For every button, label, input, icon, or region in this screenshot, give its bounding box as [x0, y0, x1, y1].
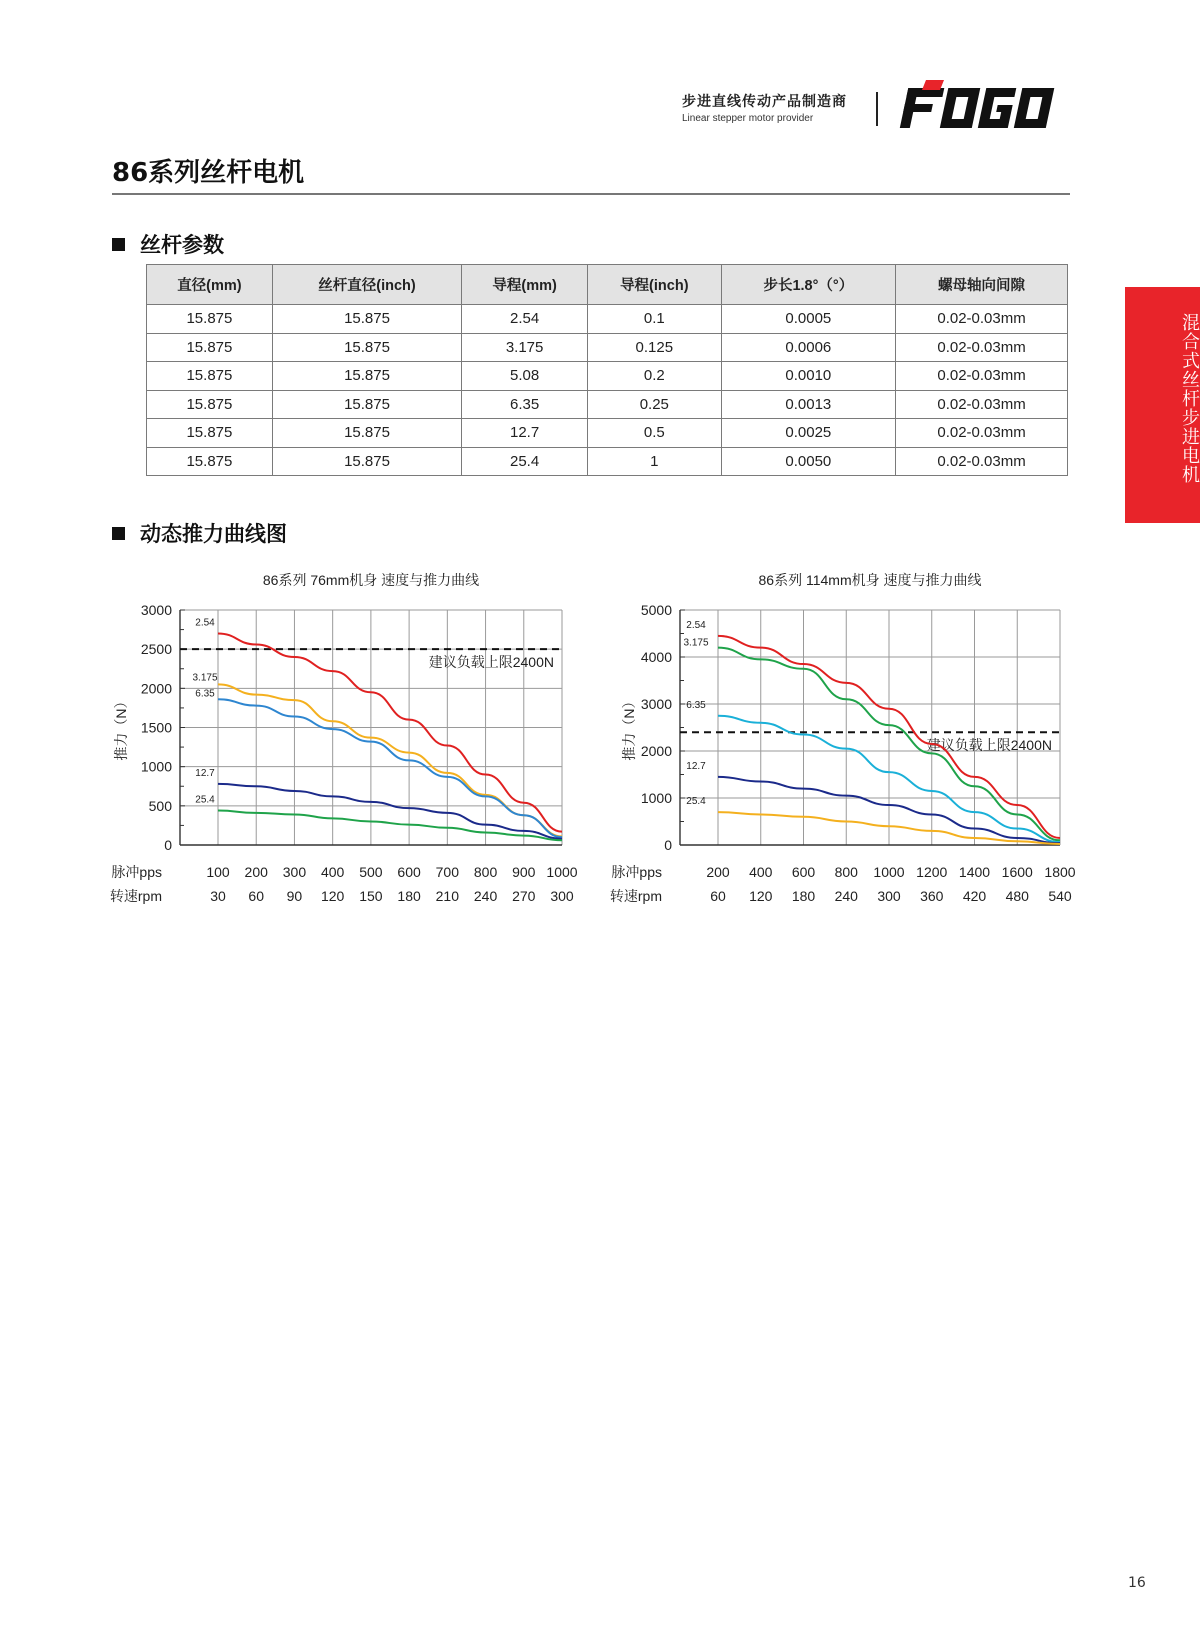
y-tick-label: 4000	[640, 649, 672, 665]
x2-tick-label: 180	[791, 888, 816, 904]
chart-title: 86系列 76mm机身 速度与推力曲线	[262, 572, 480, 588]
y-tick-label: 0	[664, 837, 672, 853]
table-cell: 15.875	[147, 305, 273, 334]
x-tick-label: 1400	[958, 864, 991, 880]
table-cell: 5.08	[462, 362, 588, 391]
x-tick-label: 200	[706, 864, 730, 880]
table-row	[147, 333, 1068, 362]
table-cell: 0.0025	[721, 419, 896, 448]
table-cell: 15.875	[272, 305, 461, 334]
table-cell: 0.25	[588, 390, 722, 419]
table-cell: 15.875	[272, 333, 461, 362]
table-cell: 15.875	[147, 390, 273, 419]
section-title: 丝杆参数	[140, 233, 224, 257]
series-label: 6.35	[195, 688, 215, 700]
x-tick-label: 600	[397, 864, 421, 880]
table-cell: 0.02-0.03mm	[896, 390, 1068, 419]
x2-tick-label: 120	[320, 888, 345, 904]
x-row-label: 脉冲pps	[111, 864, 162, 880]
x2-tick-label: 240	[473, 888, 498, 904]
bullet-square-icon	[112, 238, 125, 251]
x2-tick-label: 270	[512, 888, 536, 904]
lead-screw-spec-table	[146, 264, 1068, 476]
y-tick-label: 1500	[140, 719, 172, 736]
recommended-load-limit-label: 建议负载上限2400N	[926, 737, 1052, 754]
section-heading-curves	[112, 518, 287, 548]
x2-tick-label: 360	[920, 888, 944, 904]
series-label: 2.54	[686, 619, 706, 631]
x2-tick-label: 300	[877, 888, 901, 904]
x-tick-label: 500	[359, 864, 383, 880]
table-cell: 15.875	[147, 362, 273, 391]
x-tick-label: 300	[282, 864, 307, 880]
x2-tick-label: 300	[550, 888, 574, 904]
y-tick-label: 1000	[140, 758, 172, 775]
section-title: 动态推力曲线图	[140, 522, 287, 546]
series-label: 3.175	[192, 672, 218, 684]
table-row	[147, 419, 1068, 448]
table-cell: 0.02-0.03mm	[896, 305, 1068, 334]
series-label: 25.4	[195, 794, 215, 806]
x-tick-label: 1600	[1001, 864, 1033, 880]
table-cell: 0.125	[588, 333, 722, 362]
series-label: 12.7	[195, 767, 215, 779]
column-header: 直径(mm)	[147, 265, 273, 305]
table-cell: 15.875	[272, 390, 461, 419]
y-tick-label: 5000	[640, 602, 672, 618]
x2-tick-label: 150	[359, 888, 383, 904]
column-header: 导程(inch)	[588, 265, 722, 305]
table-row	[147, 447, 1068, 476]
title-divider	[112, 193, 1070, 195]
x2-tick-label: 60	[710, 888, 726, 904]
table-cell: 15.875	[147, 447, 273, 476]
page-number: 16	[1128, 1575, 1146, 1591]
table-cell: 0.1	[588, 305, 722, 334]
table-row	[147, 390, 1068, 419]
x2-row-label: 转速rpm	[609, 888, 662, 904]
series-label: 3.175	[683, 637, 709, 649]
table-cell: 6.35	[462, 390, 588, 419]
x-tick-label: 900	[512, 864, 536, 880]
page-title: 86系列丝杆电机	[112, 158, 305, 188]
column-header: 导程(mm)	[462, 265, 588, 305]
x-tick-label: 400	[749, 864, 773, 880]
y-tick-label: 3000	[140, 602, 172, 618]
x2-tick-label: 30	[210, 888, 226, 904]
x-tick-label: 1000	[546, 864, 578, 880]
y-tick-label: 0	[164, 837, 172, 853]
table-cell: 0.2	[588, 362, 722, 391]
table-cell: 15.875	[272, 362, 461, 391]
x2-row-label: 转速rpm	[109, 888, 162, 904]
x2-tick-label: 420	[962, 888, 987, 904]
y-tick-label: 2000	[640, 743, 672, 759]
tagline-cn: 步进直线传动产品制造商	[682, 94, 847, 110]
series-line-6-35	[218, 699, 562, 837]
y-tick-label: 500	[148, 797, 172, 814]
x-tick-label: 400	[320, 864, 345, 880]
series-label: 12.7	[686, 760, 706, 772]
bullet-square-icon	[112, 527, 125, 540]
x-row-label: 脉冲pps	[611, 864, 662, 880]
y-tick-label: 1000	[640, 790, 672, 806]
chart-title: 86系列 114mm机身 速度与推力曲线	[758, 572, 982, 588]
y-tick-label: 3000	[640, 696, 672, 712]
table-cell: 0.0010	[721, 362, 896, 391]
y-axis-label: 推力（N）	[621, 694, 637, 761]
x2-tick-label: 240	[834, 888, 858, 904]
table-cell: 0.02-0.03mm	[896, 362, 1068, 391]
table-cell: 15.875	[147, 419, 273, 448]
table-cell: 2.54	[462, 305, 588, 334]
series-label: 2.54	[195, 617, 215, 629]
column-header: 螺母轴向间隙	[896, 265, 1068, 305]
y-tick-label: 2500	[140, 641, 172, 658]
side-category-label: 混合式丝杆步进电机	[1179, 313, 1200, 484]
table-row	[147, 305, 1068, 334]
x2-tick-label: 90	[286, 888, 303, 904]
y-tick-label: 2000	[140, 680, 172, 697]
x-tick-label: 600	[791, 864, 816, 880]
column-header: 步长1.8°（°）	[721, 265, 896, 305]
thrust-chart-76mm	[109, 565, 582, 915]
table-cell: 0.5	[588, 419, 722, 448]
table-cell: 3.175	[462, 333, 588, 362]
column-header: 丝杆直径(inch)	[272, 265, 461, 305]
section-heading-params	[112, 229, 224, 259]
x-tick-label: 1200	[916, 864, 948, 880]
side-category-tab	[1125, 287, 1200, 523]
thrust-chart-114mm	[609, 565, 1080, 915]
fogo-logo	[900, 80, 1072, 132]
table-cell: 15.875	[272, 419, 461, 448]
x-tick-label: 800	[834, 864, 858, 880]
x2-tick-label: 60	[248, 888, 265, 904]
x-tick-label: 800	[473, 864, 498, 880]
table-cell: 25.4	[462, 447, 588, 476]
table-cell: 12.7	[462, 419, 588, 448]
table-cell: 0.0013	[721, 390, 896, 419]
table-cell: 0.0005	[721, 305, 896, 334]
x2-tick-label: 480	[1005, 888, 1029, 904]
x2-tick-label: 180	[397, 888, 421, 904]
x2-tick-label: 540	[1048, 888, 1072, 904]
series-line-25-4	[218, 811, 562, 841]
table-cell: 0.02-0.03mm	[896, 419, 1068, 448]
table-cell: 15.875	[147, 333, 273, 362]
table-row	[147, 362, 1068, 391]
table-cell: 0.0006	[721, 333, 896, 362]
y-axis-label: 推力（N）	[113, 694, 129, 761]
table-cell: 0.02-0.03mm	[896, 333, 1068, 362]
x-tick-label: 700	[435, 864, 460, 880]
x-tick-label: 100	[206, 864, 230, 880]
recommended-load-limit-label: 建议负载上限2400N	[428, 654, 554, 671]
table-cell: 0.0050	[721, 447, 896, 476]
table-cell: 1	[588, 447, 722, 476]
x-tick-label: 1800	[1044, 864, 1076, 880]
table-cell: 0.02-0.03mm	[896, 447, 1068, 476]
series-label: 6.35	[686, 699, 706, 711]
x2-tick-label: 210	[435, 888, 460, 904]
x-tick-label: 1000	[873, 864, 905, 880]
tagline-en: Linear stepper motor provider	[682, 113, 814, 124]
x-tick-label: 200	[244, 864, 268, 880]
logo-divider	[876, 92, 878, 126]
table-header-row	[147, 265, 1068, 305]
x2-tick-label: 120	[749, 888, 773, 904]
table-cell: 15.875	[272, 447, 461, 476]
series-label: 25.4	[686, 796, 706, 808]
